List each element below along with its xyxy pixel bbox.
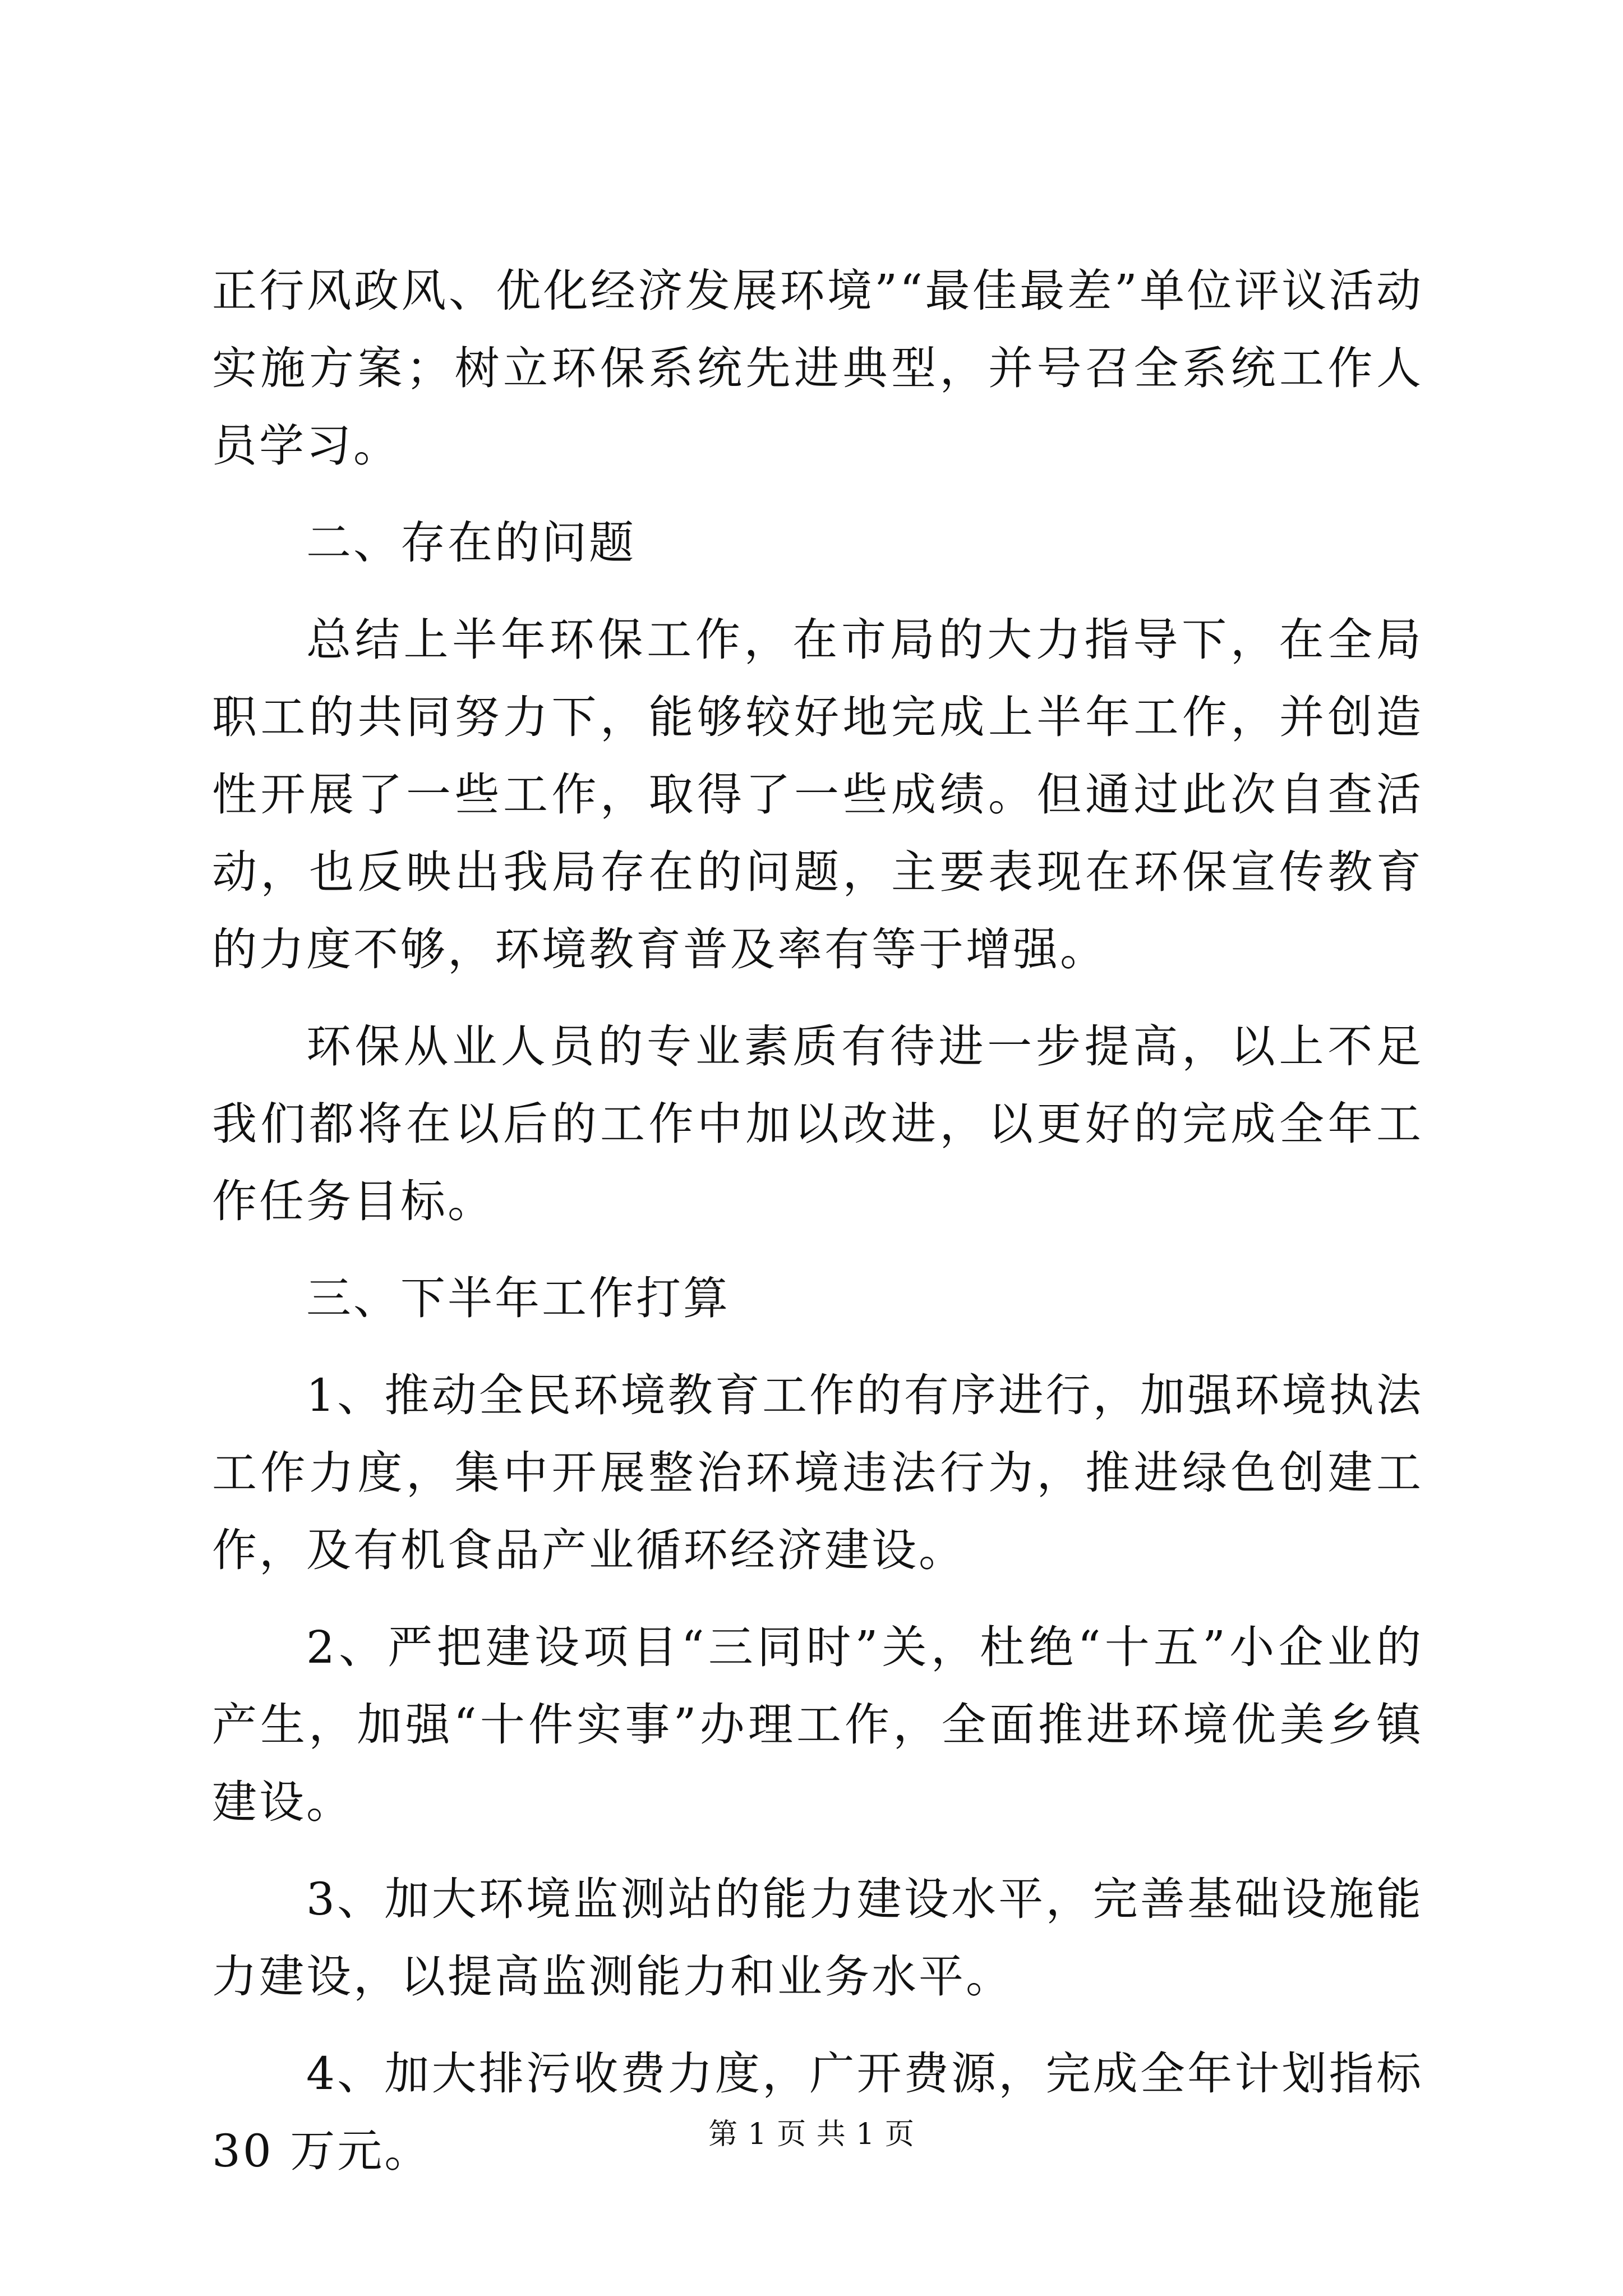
page-footer: 第 1 页 共 1 页 bbox=[708, 2118, 915, 2151]
paragraph-summary: 总结上半年环保工作，在市局的大力指导下，在全局职工的共同努力下，能够较好地完成上半年工作，并创造性开展了一些工作，取得了一些成绩。但通过此次自查活动，也反映出我局存在的问题，主要表现在环保宣传教育的力度不够，环境教育普及率有等于增强。 bbox=[212, 614, 1423, 976]
paragraph-improvement: 环保从业人员的专业素质有待进一步提高，以上不足我们都将在以后的工作中加以改进，以更好的完成全年工作任务目标。 bbox=[212, 1020, 1423, 1227]
document-body bbox=[212, 252, 1423, 2210]
plan-item-3: 3、加大环境监测站的能力建设水平，完善基础设施能力建设，以提高监测能力和业务水平。 bbox=[212, 1873, 1423, 2003]
section-heading-problems: 二、存在的问题 bbox=[306, 517, 636, 569]
section-heading-plan: 三、下半年工作打算 bbox=[306, 1272, 730, 1324]
paragraph-continuation: 正行风政风、优化经济发展环境”“最佳最差”单位评议活动实施方案；树立环保系统先进典型，并号召全系统工作人员学习。 bbox=[212, 265, 1423, 472]
plan-item-1: 1、推动全民环境教育工作的有序进行，加强环境执法工作力度，集中开展整治环境违法行为，推进绿色创建工作，及有机食品产业循环经济建设。 bbox=[212, 1369, 1423, 1576]
plan-item-4: 4、加大排污收费力度，广开费源，完成全年计划指标 30 万元。 bbox=[212, 2047, 1423, 2177]
plan-item-2: 2、严把建设项目“三同时”关，杜绝“十五”小企业的产生，加强“十件实事”办理工作，全面推进环境优美乡镇建设。 bbox=[212, 1621, 1423, 1828]
